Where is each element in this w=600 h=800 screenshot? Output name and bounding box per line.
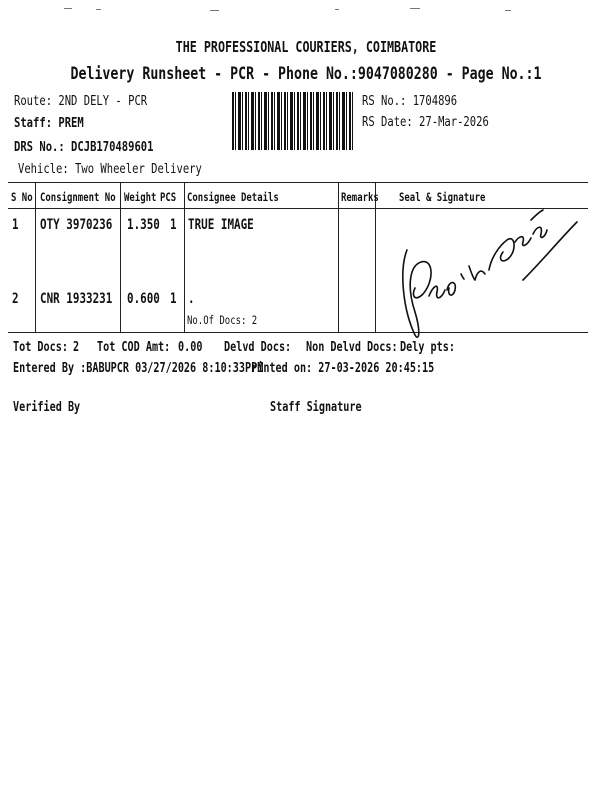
row1-pcs: 1 <box>170 217 177 233</box>
scan-speck <box>505 10 511 11</box>
rs-date: RS Date: 27-Mar-2026 <box>362 114 489 130</box>
verified-by-label: Verified By <box>13 400 81 415</box>
barcode-image <box>232 92 354 150</box>
tot-cod-label: Tot COD Amt: <box>97 340 171 355</box>
row2-consignment-no: CNR 1933231 <box>40 291 113 307</box>
row1-consignee: TRUE IMAGE <box>188 217 254 233</box>
column-header-weight: Weight <box>124 190 157 204</box>
scan-speck <box>210 10 219 11</box>
vehicle-text: Vehicle: Two Wheeler Delivery <box>18 161 202 177</box>
staff-signature-label: Staff Signature <box>270 400 362 415</box>
tot-docs-label: Tot Docs: <box>13 340 68 355</box>
row2-consignee: . <box>188 291 195 307</box>
entered-by: Entered By :BABUPCR 03/27/2026 8:10:33 PM <box>13 361 264 376</box>
row2-weight: 0.600 <box>127 291 160 307</box>
column-header-pcs: PCS <box>160 190 177 204</box>
col-divider <box>375 182 376 333</box>
scan-speck <box>96 9 101 10</box>
column-header-consignee: Consignee Details <box>187 190 279 204</box>
column-header-seal-signature: Seal & Signature <box>399 190 486 204</box>
col-divider <box>184 182 185 333</box>
runsheet-subtitle: Delivery Runsheet - PCR - Phone No.:9047080280 - Page No.:1 <box>70 64 542 84</box>
rs-number: RS No.: 1704896 <box>362 93 458 109</box>
scan-speck <box>64 8 72 9</box>
non-delvd-docs-label: Non Delvd Docs: <box>306 340 398 355</box>
table-top-border <box>8 182 588 183</box>
row1-weight: 1.350 <box>127 217 160 233</box>
column-header-sno: S No <box>11 190 33 204</box>
company-title: THE PROFESSIONAL COURIERS, COIMBATORE <box>175 38 437 56</box>
row2-consignee-note: No.Of Docs: 2 <box>187 313 258 327</box>
printed-on: Printed on: 27-03-2026 20:45:15 <box>245 361 435 376</box>
row1-sno: 1 <box>12 217 19 233</box>
tot-docs-value: 2 <box>73 340 80 355</box>
handwritten-signature <box>385 200 585 350</box>
scan-speck <box>335 9 339 10</box>
row2-pcs: 1 <box>170 291 177 307</box>
column-header-consignment: Consignment No <box>40 190 116 204</box>
scan-speck <box>410 8 420 9</box>
row2-sno: 2 <box>12 291 19 307</box>
col-divider <box>338 182 339 333</box>
col-divider <box>120 182 121 333</box>
row1-consignment-no: OTY 3970236 <box>40 217 113 233</box>
drs-number: DRS No.: DCJB170489601 <box>14 139 154 155</box>
route-text: Route: 2ND DELY - PCR <box>14 93 148 109</box>
staff-text: Staff: PREM <box>14 115 84 131</box>
column-header-remarks: Remarks <box>341 190 379 204</box>
dely-pts-label: Dely pts: <box>400 340 455 355</box>
delvd-docs-label: Delvd Docs: <box>224 340 292 355</box>
col-divider <box>35 182 36 333</box>
tot-cod-value: 0.00 <box>178 340 203 355</box>
